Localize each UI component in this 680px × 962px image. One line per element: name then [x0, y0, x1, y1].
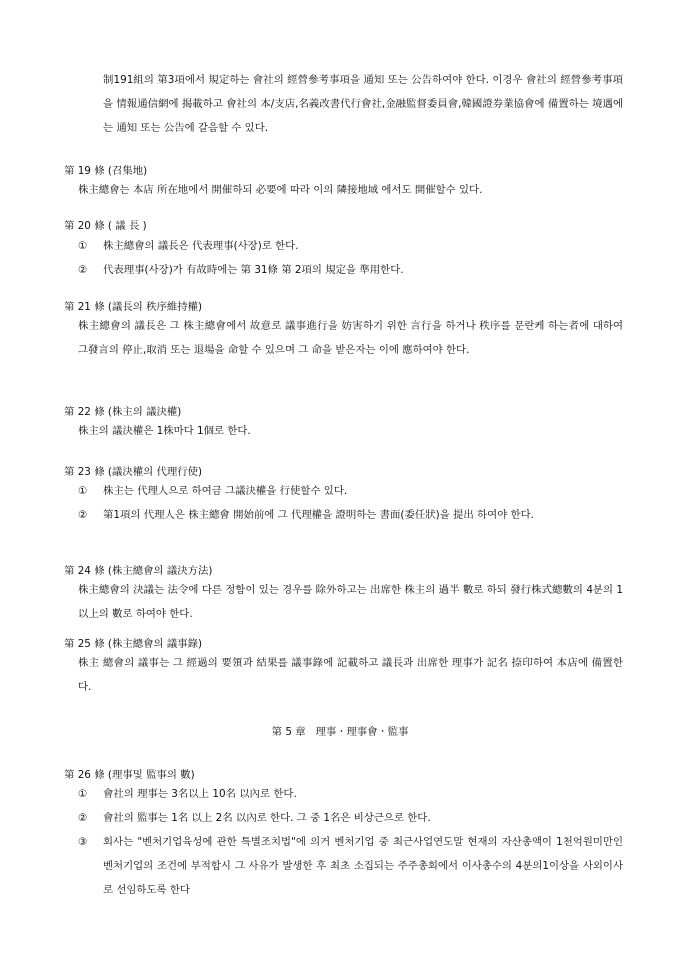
item-text: 會社의 理事는 3名以上 10名 以內로 한다.: [103, 788, 297, 800]
article-26-item-1: [78, 782, 623, 806]
chapter-5-title: 第 5 章 理事ㆍ理事會ㆍ監事: [271, 726, 409, 738]
article-25-body: 株主 總會의 議事는 그 經過의 要領과 結果를 議事錄에 記載하고 議長과 出席한 理事가 記名 捺印하여 本店에 備置한다.: [78, 657, 623, 693]
item-number: ①: [78, 240, 88, 252]
article-23-heading: 第 23 條 (議決權의 代理行使): [64, 466, 203, 478]
article-24-heading: 第 24 條 (株主總會의 議決方法): [64, 565, 213, 577]
article-20-item-2: [78, 258, 623, 282]
article-26-item-3: [78, 830, 623, 902]
article-26-item-2: [78, 806, 623, 830]
article-20-heading: 第 20 條 ( 議 長 ): [64, 220, 147, 232]
item-text: 株主는 代理人으로 하여금 그議決權을 行使할수 있다.: [103, 485, 348, 497]
intro-paragraph: 制191組의 第3項에서 規定하는 會社의 經營參考事項을 通知 또는 公告하여야 한다. 이경우 會社의 經營參考事項을 情報通信網에 揭載하고 會社의 本/支店,名義改書代行會社,金融監督委員會,韓國證券業協會에 備置하는 境遇에는 通知 또는 公告에 갈음할 수 있다.: [103, 74, 623, 134]
article-22-heading: 第 22 條 (株主의 議決權): [64, 406, 182, 418]
article-22-body: 株主의 議決權은 1株마다 1個로 한다.: [78, 425, 251, 437]
article-26-heading: 第 26 條 (理事및 監事의 數): [64, 769, 195, 781]
item-text: 會社의 監事는 1名 以上 2名 以內로 한다. 그 중 1名은 비상근으로 한다.: [103, 812, 431, 824]
article-21-heading: 第 21 條 (議長의 秩序維持權): [64, 301, 203, 313]
item-text: 代表理事(사장)가 有故時에는 第 31條 第 2項의 規定을 準用한다.: [103, 264, 404, 276]
article-25-heading: 第 25 條 (株主總會의 議事錄): [64, 638, 203, 650]
item-number: ②: [78, 509, 88, 521]
item-text: 株主總會의 議長은 代表理事(사장)로 한다.: [103, 240, 299, 252]
article-23-item-1: [78, 479, 623, 503]
article-20-item-1: [78, 234, 623, 258]
item-number: ①: [78, 788, 88, 800]
article-19-heading: 第 19 條 (召集地): [64, 165, 148, 177]
article-24-body: 株主總會의 決議는 法令에 다른 정함이 있는 경우를 除外하고는 出席한 株主의 過半 數로 하되 發行株式總數의 4분의 1 以上의 數로 하여야 한다.: [78, 584, 623, 620]
item-number: ③: [78, 836, 88, 848]
item-number: ②: [78, 812, 88, 824]
item-text: 第1項의 代理人은 株主總會 開始前에 그 代理權을 證明하는 書面(委任狀)을 提出 하여야 한다.: [103, 509, 534, 521]
article-21-body: 株主總會의 議長은 그 株主總會에서 故意로 議事進行을 妨害하기 위한 言行을 하거나 秩序를 문란케 하는者에 대하여 그發言의 停止,取消 또는 退場을 命할 수 있으며 그 命을 받은자는 이에 應하여야 한다.: [78, 320, 623, 356]
item-text: 회사는 "벤처기업육성에 관한 특별조치법"에 의거 벤처기업 중 최근사업연도말 현재의 자산총액이 1천억원미만인 벤처기업의 조건에 부적합시 그 사유가 발생한 후 최초 소집되는 주주총회에서 이사총수의 4분의1이상을 사외이사로 선임하도록 한다: [103, 836, 623, 896]
item-number: ①: [78, 485, 88, 497]
article-23-item-2: [78, 503, 623, 527]
item-number: ②: [78, 264, 88, 276]
article-19-body: 株主總會는 本店 所在地에서 開催하되 必要에 따라 이의 隣接地域 에서도 開催할수 있다.: [78, 184, 483, 196]
